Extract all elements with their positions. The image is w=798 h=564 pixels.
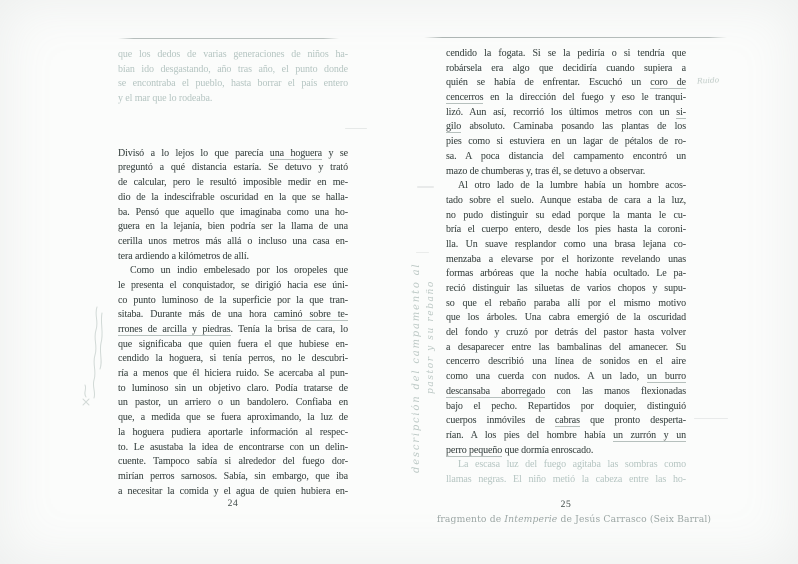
- text-line: cerilla unos metros más allá o incluso una casa en-: [118, 235, 348, 247]
- caption-prefix: fragmento de: [436, 514, 505, 525]
- text-line: mirían perros sarnosos. Sabía, sin embargo, que iba: [118, 470, 348, 482]
- text-line: ba. Pensó que aquello que imaginaba como una ho-: [118, 206, 348, 218]
- page-number-left: 24: [227, 499, 239, 509]
- pencil-underlined-phrase: un zurrón y un: [613, 429, 686, 441]
- text-line: lizó. Aun así, recorrió los últimos metros con un si-: [446, 106, 686, 118]
- left-page-text-column: [118, 48, 348, 499]
- faded-text-line: llamas negras. El niño metió la cabeza entre las ho-: [446, 473, 686, 485]
- faded-text-line: que los dedos de varias generaciones de niños ha-: [118, 49, 348, 60]
- text-line: mazo de chumberas y, tras él, se detuvo a observar.: [446, 165, 646, 177]
- text-line: sa. A poca distancia del campamento encontró un: [446, 150, 686, 162]
- pencil-underlined-phrase: caminó sobre te-: [273, 309, 348, 321]
- text-line: a necesitar la comida y el agua de quien hubiera en-: [118, 485, 348, 497]
- text-line: un pastor, un arriero o un bandolero. Confiaba en: [118, 397, 348, 409]
- right-page-text-column: [446, 47, 686, 488]
- text-line: cuerpos inmóviles de cabras que pronto desperta-: [446, 415, 686, 427]
- text-line: que, a medida que se fuera aproximando, la luz de: [118, 412, 348, 424]
- text-line: la hoguera pudiera aportarle información al respec-: [118, 426, 348, 438]
- faded-text-line: bían ido desgastando, año tras año, el punto donde: [118, 63, 348, 75]
- scan-artifact-dash: [694, 418, 728, 419]
- text-line: cendido la fogata. Si se la pediría o si tendría que: [446, 48, 686, 59]
- text-line: cencerros en la dirección del fuego y eso le tranqui-: [446, 92, 686, 104]
- faded-text-line: La escasa luz del fuego agitaba las sombras como: [458, 459, 686, 471]
- text-line: no pudo distinguir su edad porque la manta le cu-: [446, 209, 686, 221]
- text-line: cencerro describió una línea de sonidos en el aire: [446, 356, 686, 368]
- text-line: preguntó a qué distancia estaría. Se detuvo y trató: [118, 162, 348, 174]
- pencil-underlined-phrase: perro pequeño: [446, 444, 503, 456]
- text-line: cuente. Tampoco sabía si alrededor del fuego dor-: [118, 456, 348, 468]
- pencil-underlined-phrase: rrones de arcilla y piedras: [118, 324, 231, 335]
- left-page-top-edge-line: [118, 38, 339, 39]
- text-line: gilo absoluto. Caminaba posando las plantas de los: [446, 121, 686, 133]
- page-number-right: 25: [560, 500, 572, 510]
- text-line: que significaba que quien fuera el que hubiese en-: [118, 338, 348, 350]
- text-line: ría a menos que él hiciera ruido. Se acercaba al pun-: [118, 368, 348, 380]
- text-line: bría el cuerpo entero, desde los pies hasta la coroni-: [446, 224, 686, 236]
- text-line: descansaba aborregado con las manos flexionadas: [446, 385, 686, 397]
- text-line: de calcular, pero le resultó imposible medir en me-: [118, 177, 348, 189]
- scan-artifact-dash: [417, 186, 434, 188]
- pencil-underlined-phrase: una hoguera: [269, 147, 322, 159]
- text-line: guera en la lejanía, bien podría ser la llama de una: [118, 221, 348, 233]
- text-line: co punto luminoso de la superficie por la que tran-: [118, 294, 348, 306]
- text-line: lla. Un suave resplandor como una brasa lejana co-: [446, 238, 686, 250]
- text-line: tado sobre el suelo. Aunque estaba de cara a la luz,: [446, 194, 686, 206]
- text-line: le presenta el conquistador, se dirigió hacia ese úni-: [118, 279, 348, 291]
- pencil-underlined-phrase: si-: [676, 106, 686, 118]
- source-caption: [424, 514, 724, 525]
- text-line: bajo el pecho. Repartidos por doquier, distinguió: [446, 400, 686, 412]
- text-line: to luminoso sin un objetivo claro. Podía tratarse de: [118, 382, 348, 394]
- text-line: menzaba a elevarse por el horizonte revelando unas: [446, 253, 686, 265]
- text-line: tera ardiendo a kilómetros de allí.: [118, 250, 249, 262]
- handwritten-margin-note: Ruido: [696, 75, 720, 86]
- pencil-underlined-phrase: coro de: [650, 77, 686, 89]
- text-line: formas arbóreas que la noche había ocultado. Le pa-: [446, 268, 686, 280]
- caption-book-title: Intemperie: [504, 514, 558, 525]
- text-line: rrones de arcilla y piedras. Tenía la brisa de cara, lo: [118, 324, 348, 335]
- handwritten-gutter-note: descripción del campamento al: [411, 262, 422, 473]
- faded-text-line: se encontraba el pueblo, hasta borrar el país entero: [118, 78, 348, 90]
- caption-suffix: de Jesús Carrasco (Seix Barral): [557, 514, 712, 525]
- text-line: perro pequeño que dormía enroscado.: [446, 444, 594, 456]
- text-line: dio de la indescifrable oscuridad en la que se halla-: [118, 191, 348, 203]
- pencil-underlined-phrase: cabras: [554, 415, 580, 427]
- text-line: Al otro lado de la lumbre había un hombre acos-: [458, 180, 686, 192]
- handwritten-gutter-note: pastor y su rebaño: [426, 280, 436, 394]
- text-line: reció distinguir las siluetas de varios chopos y supu-: [446, 283, 686, 294]
- text-line: como una cuerda con nudos. A un lado, un burro: [446, 371, 686, 383]
- text-line: cendido la hoguera, si tenía perros, no le descubri-: [118, 353, 348, 365]
- text-line: pies como si estuviera en un lagar de pétalos de ro-: [446, 136, 686, 148]
- right-page-top-edge-line: [424, 37, 727, 38]
- scan-artifact-dash: [345, 128, 367, 129]
- text-line: Divisó a lo lejos lo que parecía una hoguera y se: [118, 147, 348, 159]
- pencil-underlined-phrase: cencerros: [446, 92, 484, 104]
- faded-text-line: y el mar que lo rodeaba.: [118, 93, 213, 105]
- text-line: so que el rebaño paraba allí por el mismo motivo: [446, 297, 686, 309]
- pencil-underlined-phrase: descansaba aborregado: [446, 385, 546, 397]
- text-line: to. Le asustaba la idea de encontrarse con un delin-: [118, 441, 348, 453]
- text-line: quién se había de enfrentar. Escuchó un coro de: [446, 77, 686, 89]
- text-line: sitaba. Durante más de una hora caminó sobre te-: [118, 309, 348, 321]
- pencil-underlined-phrase: un burro: [647, 371, 686, 383]
- text-line: robársela era algo que decidiría cuando supiera a: [446, 62, 686, 74]
- text-line: del fondo y cruzó por detrás del pastor hasta volver: [446, 327, 686, 339]
- text-line: que los árboles. Una cabra emergió de la oscuridad: [446, 312, 686, 324]
- text-line: Como un indio embelesado por los oropeles que: [130, 265, 348, 277]
- pencil-underlined-phrase: gilo: [446, 121, 462, 133]
- handwritten-margin-scribble: [78, 303, 106, 413]
- text-line: rían. A los pies del hombre había un zurrón y un: [446, 429, 686, 441]
- text-line: a desaparecer entre las bambalinas del amanecer. Su: [446, 341, 686, 353]
- scan-artifact-dash: [416, 252, 429, 253]
